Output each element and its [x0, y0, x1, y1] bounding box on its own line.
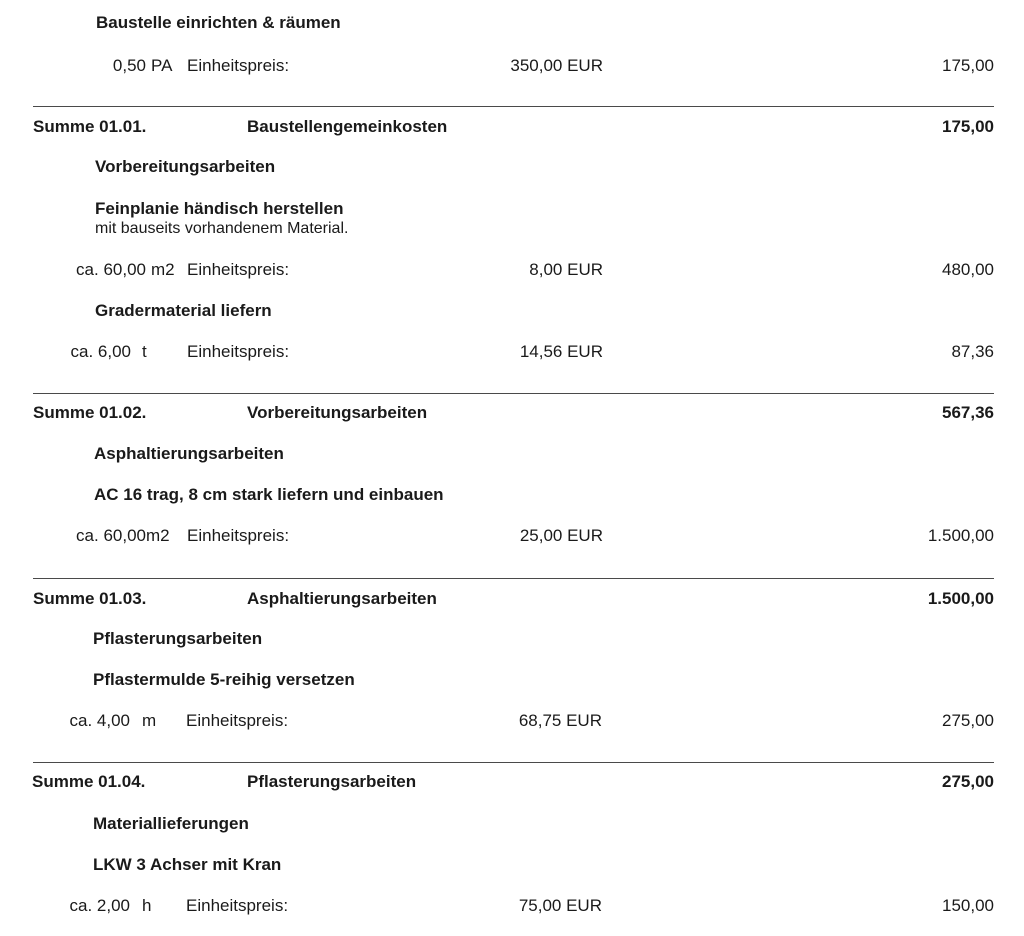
summary-total: 567,36: [942, 403, 994, 422]
summary-divider: [33, 762, 994, 763]
item-total: 1.500,00: [927, 526, 994, 545]
item-total: 275,00: [942, 711, 994, 730]
unit-price-label: Einheitspreis:: [187, 342, 290, 361]
summary-divider: [33, 578, 994, 579]
item-title: Pflastermulde 5-reihig versetzen: [93, 670, 355, 689]
item-total: 150,00: [942, 896, 994, 915]
unit-price: 8,00 EUR: [529, 260, 603, 279]
item-quantity: ca. 60,00: [76, 526, 146, 545]
item-unit: PA: [151, 56, 173, 75]
summary-label: Summe 01.04.: [32, 772, 146, 791]
summary-divider: [33, 106, 994, 107]
unit-price: 25,00 EUR: [519, 526, 603, 545]
summary-divider: [33, 393, 994, 394]
summary-name: Baustellengemeinkosten: [247, 117, 448, 136]
unit-price: 350,00 EUR: [510, 56, 603, 75]
unit-price-label: Einheitspreis:: [186, 711, 289, 730]
item-unit: m2: [146, 526, 170, 545]
unit-price-label: Einheitspreis:: [186, 896, 289, 915]
summary-label: Summe 01.02.: [33, 403, 147, 422]
item-quantity: 0,50: [112, 56, 146, 75]
summary-total: 275,00: [942, 772, 994, 791]
unit-price-label: Einheitspreis:: [187, 260, 290, 279]
item-title: Gradermaterial liefern: [95, 301, 272, 320]
item-title: AC 16 trag, 8 cm stark liefern und einbauen: [94, 485, 444, 504]
item-description: mit bauseits vorhandenem Material.: [95, 220, 349, 237]
summary-label: Summe 01.01.: [33, 117, 147, 136]
summary-total: 1.500,00: [927, 589, 994, 608]
unit-price: 75,00 EUR: [518, 896, 602, 915]
item-unit: m2: [151, 260, 175, 279]
summary-name: Pflasterungsarbeiten: [247, 772, 417, 791]
item-total: 175,00: [942, 56, 994, 75]
section-heading: Materiallieferungen: [93, 814, 249, 833]
section-heading: Pflasterungsarbeiten: [93, 629, 263, 648]
item-unit: h: [142, 896, 152, 915]
item-quantity: ca. 6,00: [70, 342, 131, 361]
item-title: Baustelle einrichten & räumen: [96, 13, 341, 32]
summary-name: Asphaltierungsarbeiten: [247, 589, 437, 608]
summary-name: Vorbereitungsarbeiten: [247, 403, 428, 422]
unit-price-label: Einheitspreis:: [187, 56, 290, 75]
item-unit: t: [142, 342, 147, 361]
unit-price-label: Einheitspreis:: [187, 526, 290, 545]
unit-price: 14,56 EUR: [519, 342, 603, 361]
item-title: Feinplanie händisch herstellen: [95, 199, 344, 218]
item-quantity: ca. 60,00: [76, 260, 146, 279]
item-total: 480,00: [942, 260, 994, 279]
item-total: 87,36: [951, 342, 994, 361]
item-quantity: ca. 4,00: [69, 711, 130, 730]
section-heading: Asphaltierungsarbeiten: [94, 444, 284, 463]
section-heading: Vorbereitungsarbeiten: [95, 157, 276, 176]
item-unit: m: [142, 711, 157, 730]
summary-label: Summe 01.03.: [33, 589, 147, 608]
item-quantity: ca. 2,00: [69, 896, 130, 915]
summary-total: 175,00: [942, 117, 994, 136]
unit-price: 68,75 EUR: [518, 711, 602, 730]
item-title: LKW 3 Achser mit Kran: [93, 855, 282, 874]
